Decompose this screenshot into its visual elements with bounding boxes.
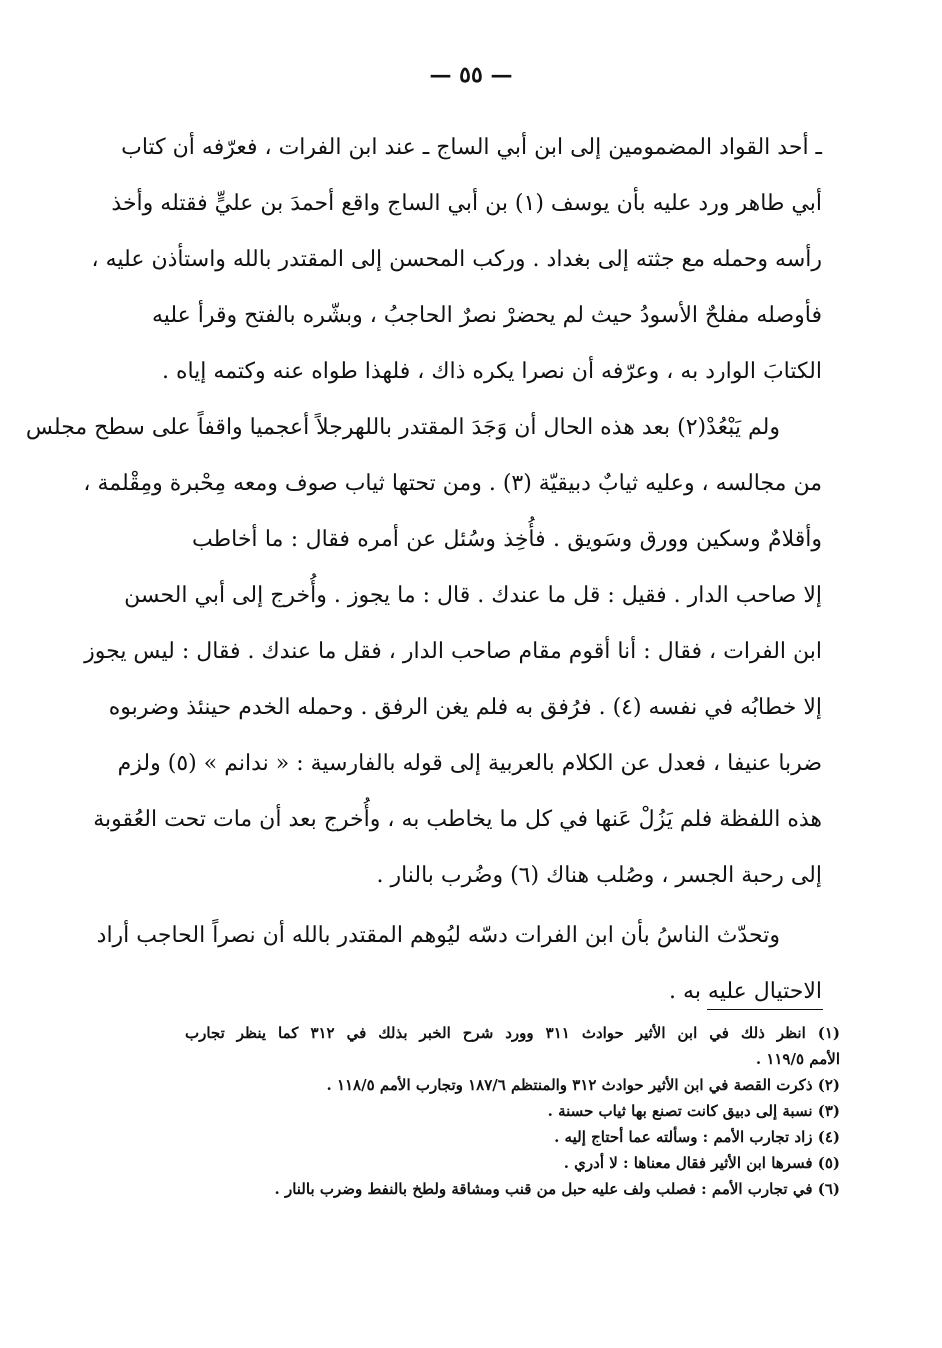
text-line: فأوصله مفلحٌ الأسودُ حيث لم يحضرْ نصرٌ الحاجبُ ، وبشّره بالفتح وقرأ عليه xyxy=(151,303,822,328)
text-line: من مجالسه ، وعليه ثيابٌ دبيقيّة (٣) . ومن تحتها ثياب صوف ومعه مِحْبرة ومِقْلمة ، xyxy=(83,471,822,496)
text-line: وتحدّث الناسُ بأن ابن الفرات دسّه ليُوهم المقتدر بالله أن نصراً الحاجب أراد xyxy=(96,923,780,948)
footnote: (١) انظر ذلك في ابن الأثير حوادث ٣١١ وورد شرح الخبر بذلك في ٣١٢ كما ينظر تجارب xyxy=(185,1024,840,1042)
text-line: إلا صاحب الدار . فقيل : قل ما عندك . قال : ما يجوز . وأُخرج إلى أبي الحسن xyxy=(124,583,822,608)
footnote-continuation: الأمم ١١٩/٥ . xyxy=(755,1050,840,1068)
footnotes xyxy=(185,1020,840,1202)
text-line: ابن الفرات ، فقال : أنا أقوم مقام صاحب الدار ، فقل ما عندك . فقال : ليس يجوز xyxy=(84,639,822,664)
text-line: وأقلامٌ وسكين وورق وسَويق . فأُخِذ وسُئل عن أمره فقال : ما أخاطب xyxy=(192,527,822,552)
text-line: ـ أحد القواد المضمومين إلى ابن أبي الساج ـ عند ابن الفرات ، فعرّفه أن كتاب xyxy=(121,135,822,160)
text-line: الكتابَ الوارد به ، وعرّفه أن نصرا يكره ذاك ، فلهذا طواه عنه وكتمه إياه . xyxy=(161,359,822,384)
text-line: هذه اللفظة فلم يَزُلْ عَنها في كل ما يخاطب به ، وأُخرج بعد أن مات تحت العُقوبة xyxy=(93,807,822,832)
text-line: الاحتيال عليه به . xyxy=(669,979,822,1004)
text-line: ولم يَبْعُدْ(٢) بعد هذه الحال أن وَجَدَ المقتدر باللهرجلاً أعجميا واقفاً على سطح مجلس xyxy=(25,415,780,440)
footnote: (٢) ذكرت القصة في ابن الأثير حوادث ٣١٢ والمنتظم ١٨٧/٦ وتجارب الأمم ١١٨/٥ . xyxy=(326,1076,840,1094)
footnote: (٥) فسرها ابن الأثير فقال معناها : لا أدري . xyxy=(563,1154,840,1172)
footnote: (٦) في تجارب الأمم : فصلب ولف عليه حبل من قنب ومشاقة ولطخ بالنفط وضرب بالنار . xyxy=(274,1180,840,1198)
text-line: أبي طاهر ورد عليه بأن يوسف (١) بن أبي الساج واقع أحمدَ بن عليٍّ فقتله وأخذ xyxy=(111,191,822,216)
footnote: (٣) نسبة إلى دبيق كانت تصنع بها ثياب حسنة . xyxy=(547,1102,840,1120)
footnote: (٤) زاد تجارب الأمم : وسألته عما أحتاج إليه . xyxy=(554,1128,840,1146)
footnote-separator xyxy=(707,1009,823,1010)
page-number: — ٥٥ — xyxy=(429,62,513,88)
main-text xyxy=(25,120,822,1020)
text-line: ضربا عنيفا ، فعدل عن الكلام بالعربية إلى قوله بالفارسية : « ندانم » (٥) ولزم xyxy=(117,751,822,776)
text-line: إلا خطابُه في نفسه (٤) . فرُفق به فلم يغن الرفق . وحمله الخدم حينئذ وضربوه xyxy=(108,695,822,720)
text-line: رأسه وحمله مع جثته إلى بغداد . وركب المحسن إلى المقتدر بالله واستأذن عليه ، xyxy=(91,247,822,272)
text-line: إلى رحبة الجسر ، وصُلب هناك (٦) وضُرب بالنار . xyxy=(376,863,822,888)
